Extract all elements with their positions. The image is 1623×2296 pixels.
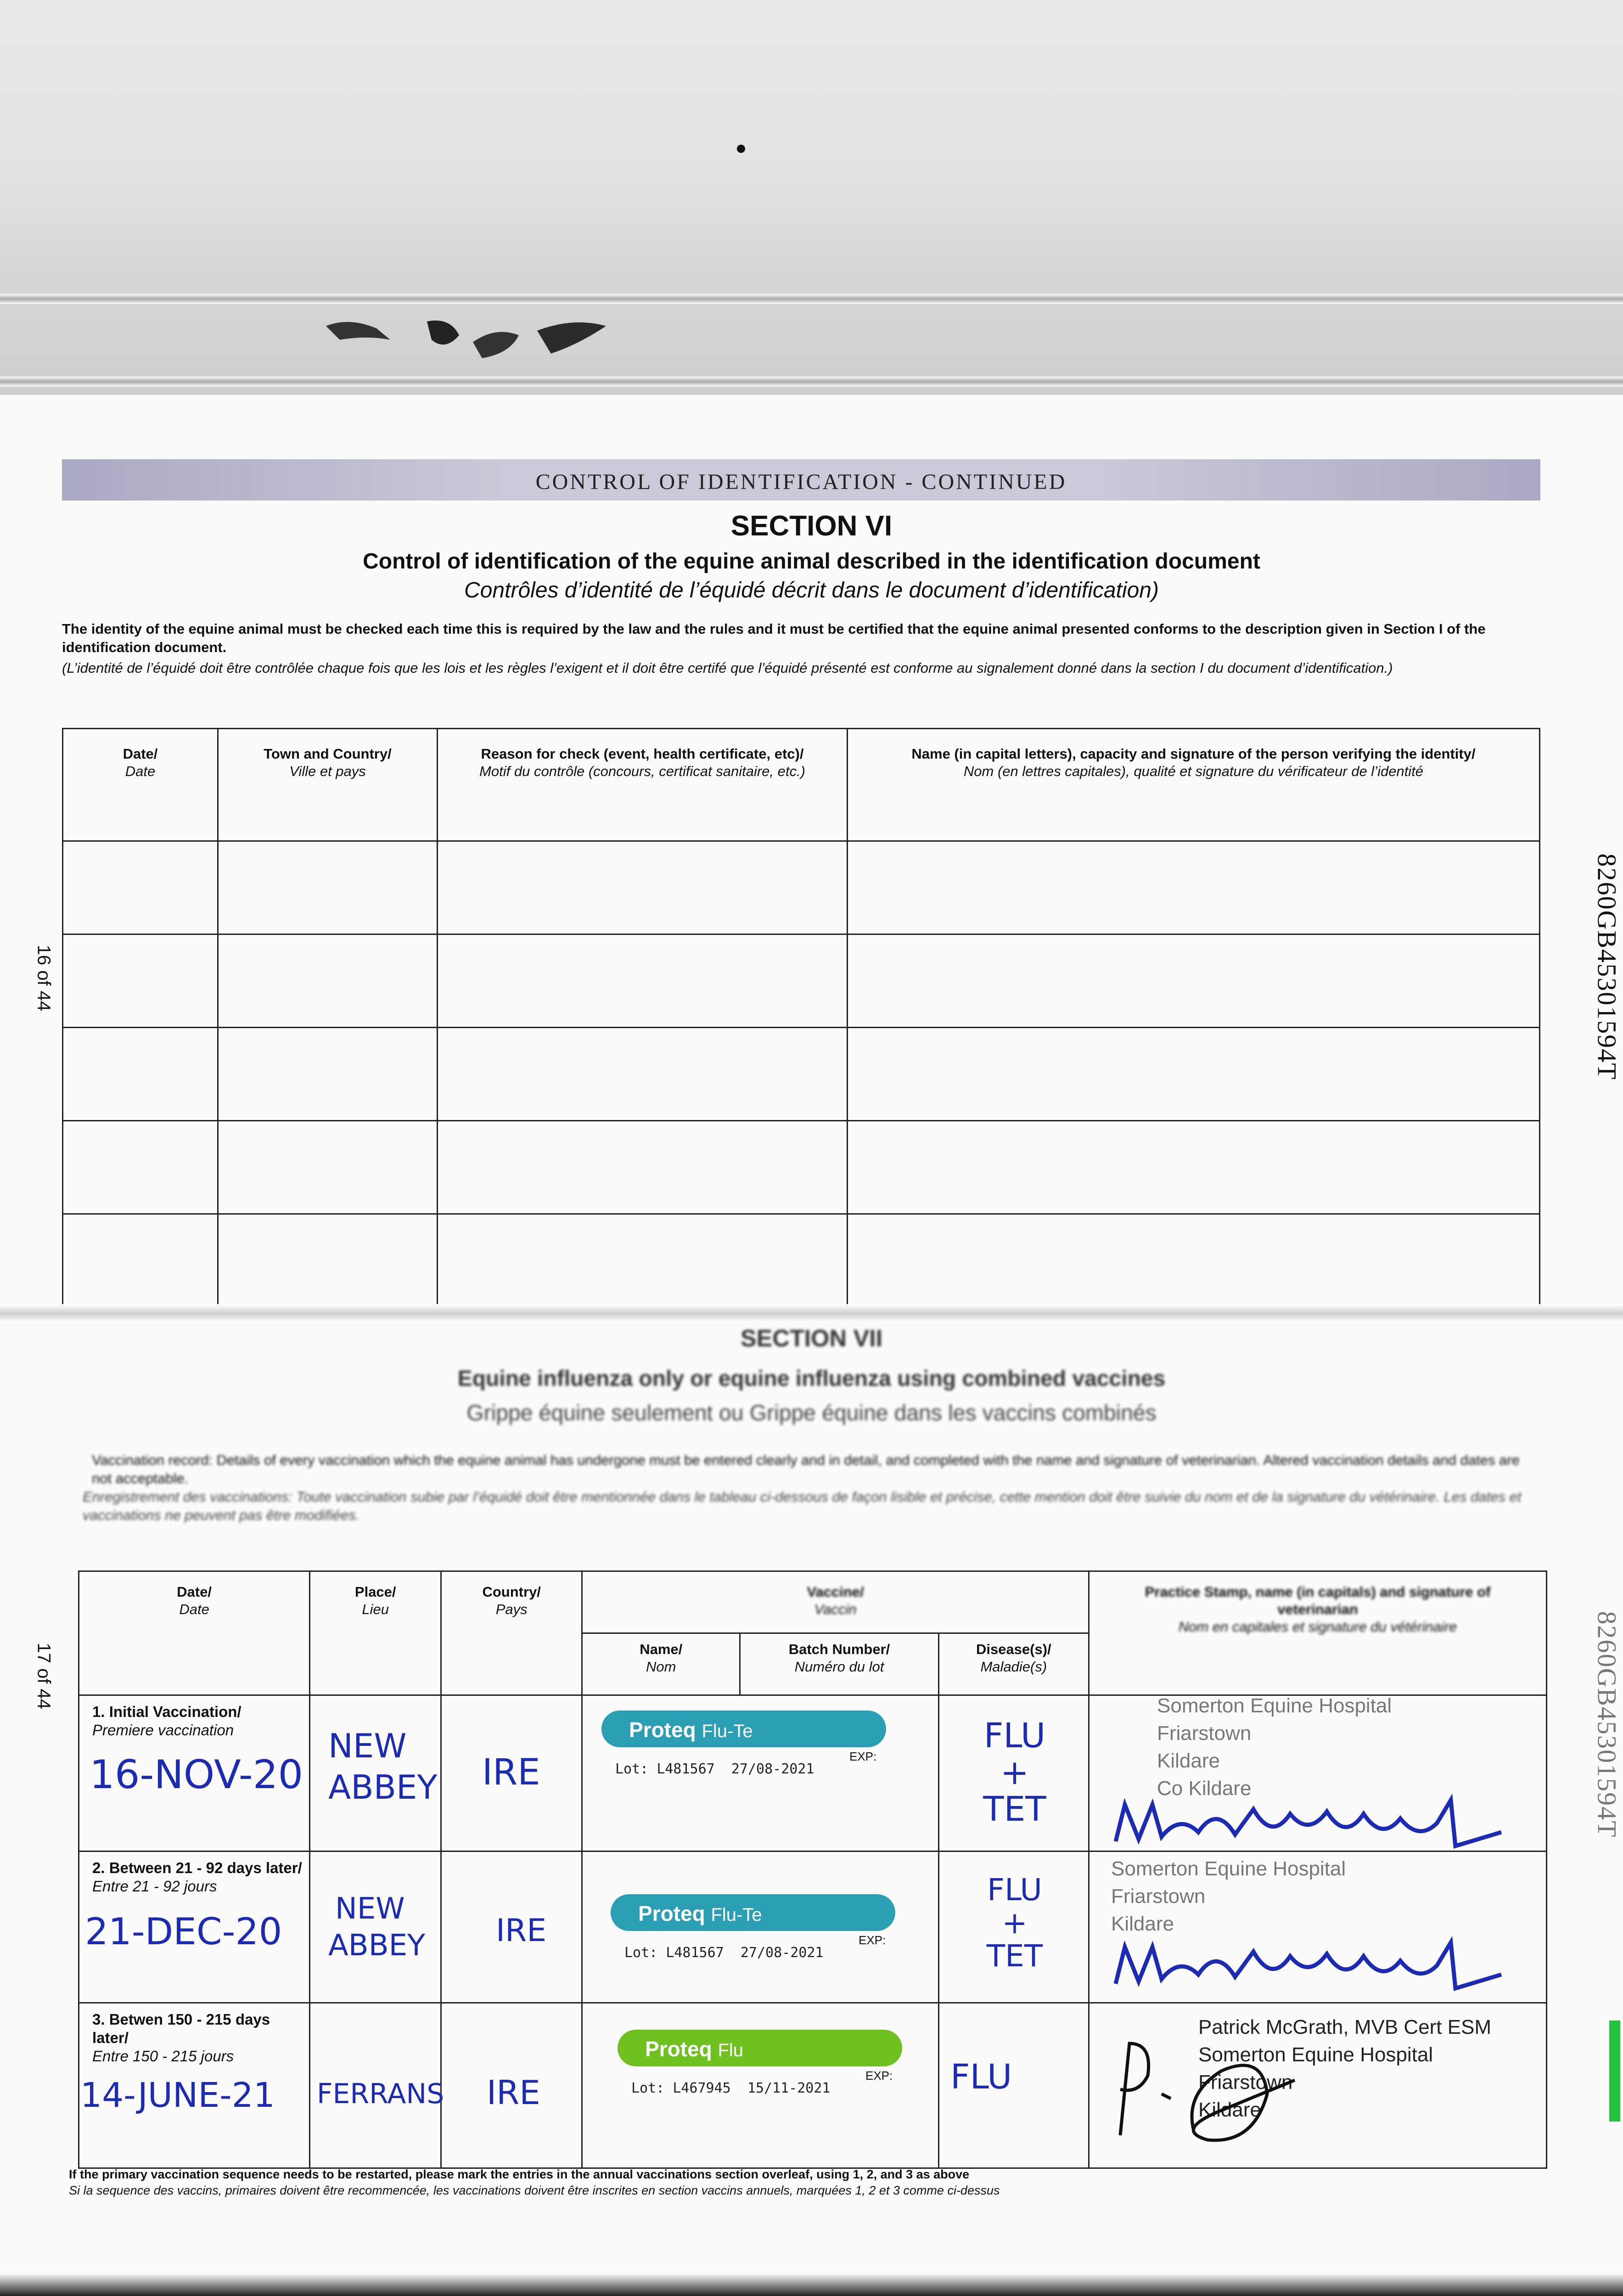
row-label: 2. Between 21 - 92 days later/ Entre 21 - 92 jours [79, 1851, 310, 2003]
section-title: SECTION VI [730, 510, 893, 542]
vaccination-header-row [79, 1571, 1547, 1633]
section-subtitle-fr: Contrôles d’identité de l’équidé décrit dans le document d’identification) [464, 578, 1159, 602]
country-handwritten: IRE [496, 1913, 547, 1949]
table-row [63, 934, 1540, 1028]
scanner-edge [0, 2273, 1623, 2296]
table-row [63, 841, 1540, 934]
row-label: 3. Betwen 150 - 215 days later/ Entre 150 - 215 jours [79, 2003, 310, 2168]
identity-check-table [62, 728, 1540, 1308]
page-edge [0, 377, 1623, 387]
vaccination-subtitle: Equine influenza only or equine influenza using combined vaccines [457, 1367, 1166, 1391]
header-reason: Reason for check (event, health certificate, etc)/ Motif du contrôle (concours, certificat sanitaire, etc.) [438, 729, 848, 841]
vaccine-label-sticker [618, 2030, 902, 2117]
page-fold [0, 1304, 1623, 1322]
table-row [63, 1028, 1540, 1121]
row-label: 1. Initial Vaccination/ Premiere vaccination [79, 1695, 310, 1851]
page-edge [0, 294, 1623, 304]
header-vaccine: Vaccine/ Vaccin [582, 1571, 1089, 1633]
vet-stamp: Somerton Equine Hospital Friarstown Kildare [1111, 1857, 1346, 1935]
scan-speck [737, 145, 745, 153]
vaccine-brand: Proteq Flu-Te [638, 1902, 762, 1925]
header-country: Country/ Pays [441, 1571, 582, 1695]
vet-stamp: Patrick McGrath, MVB Cert ESM Somerton Equine Hospital Friarstown Kildare [1198, 2016, 1492, 2121]
vaccination-subtitle-fr: Grippe équine seulement ou Grippe équine dans les vaccins combinés [466, 1401, 1157, 1425]
footnote-fr: Si la sequence des vaccins, primaires doivent être recommencée, les vaccinations doivent être inscrites en section vaccins annuels, marquées 1, 2 et 3 comme ci-dessus [69, 2183, 1000, 2197]
scan-smudge [321, 308, 615, 363]
vaccine-label-sticker [611, 1894, 895, 1981]
header-place: Place/ Lieu [310, 1571, 441, 1695]
header-verifier: Name (in capital letters), capacity and signature of the person verifying the identity/ Nom (en lettres capitales), qualité et signature du vérificateur de l’identité [848, 729, 1540, 841]
place-handwritten: ABBEY [328, 1929, 426, 1963]
table-row [63, 1214, 1540, 1307]
table-row [63, 1121, 1540, 1214]
scanner-background [0, 0, 1623, 395]
vaccine-brand: Proteq Flu-Te [629, 1718, 753, 1742]
place-handwritten: NEW [335, 1892, 405, 1926]
table-header-row [63, 729, 1540, 841]
vet-signature [1106, 1786, 1511, 1855]
vaccine-lot: Lot: L481567 27/08-2021 [615, 1761, 814, 1777]
vet-signature [1102, 2025, 1341, 2154]
place-handwritten: ABBEY [328, 1768, 438, 1806]
country-handwritten: IRE [487, 2073, 540, 2112]
disease-handwritten: FLU + TET [986, 1872, 1043, 1974]
vaccination-section-title: SECTION VII [740, 1325, 883, 1352]
vaccination-intro: Vaccination record: Details of every vaccination which the equine animal has undergone must be entered clearly and in detail, and completed with the name and signature of veterinarian. Altered vaccination details and dates are not acceptable. [92, 1452, 1520, 1486]
header-town: Town and Country/ Ville et pays [218, 729, 438, 841]
vaccine-exp-label: EXP: [849, 1750, 877, 1763]
page-number-bottom: 17 of 44 [34, 1643, 54, 1710]
header-date: Date/ Date [63, 729, 218, 841]
date-handwritten: 14-JUNE-21 [80, 2076, 275, 2115]
disease-handwritten: FLU [950, 2057, 1012, 2097]
vaccination-intro-fr: Enregistrement des vaccinations: Toute vaccination subie par l’équidé doit être mentionnée dans le tableau ci-dessous de façon lisible et précise, cette mention doit être suivie du nom et de la signature du vétérinaire. Les dates et vaccinations ne peuvent pas être modifiées. [83, 1489, 1522, 1523]
passport-number-faded: 8260GB45301594T [1592, 1611, 1622, 1838]
disease-handwritten: FLU + TET [983, 1716, 1046, 1829]
banner-title: CONTROL OF IDENTIFICATION - CONTINUED [62, 459, 1540, 501]
vaccine-lot: Lot: L481567 27/08-2021 [624, 1945, 824, 1961]
header-batch: Batch Number/ Numéro du lot [740, 1633, 938, 1695]
vaccine-brand: Proteq Flu [645, 2037, 744, 2061]
vet-signature [1106, 1929, 1511, 1998]
section-subtitle: Control of identification of the equine animal described in the identification document [363, 549, 1260, 574]
passport-number: 8260GB45301594T [1592, 853, 1622, 1080]
intro-text-fr: (L’identité de l’équidé doit être contrôlée chaque fois que les lois et les règles l’exigent et il doit être certifé que l’équidé présenté est conforme au signalement donné dans la section I du document d’identification.) [62, 660, 1393, 676]
page-number-top: 16 of 44 [34, 945, 54, 1012]
country-handwritten: IRE [482, 1752, 540, 1793]
vet-stamp: Somerton Equine Hospital Friarstown Kildare Co Kildare [1157, 1694, 1392, 1800]
date-handwritten: 16-NOV-20 [90, 1752, 303, 1798]
intro-text: The identity of the equine animal must be checked each time this is required by the law and the rules and it must be certified that the equine animal presented conforms to the description given in Section I of the identification document. [62, 621, 1486, 655]
place-handwritten: FERRANS [317, 2078, 444, 2110]
header-vaccine-name: Name/ Nom [582, 1633, 740, 1695]
vaccine-label-sticker [601, 1711, 886, 1798]
header-disease: Disease(s)/ Maladie(s) [938, 1633, 1089, 1695]
place-handwritten: NEW [328, 1727, 407, 1765]
vaccine-exp-label: EXP: [859, 1933, 886, 1947]
date-handwritten: 21-DEC-20 [85, 1910, 282, 1953]
vaccine-exp-label: EXP: [865, 2069, 893, 2082]
vaccine-lot: Lot: L467945 15/11-2021 [631, 2080, 831, 2096]
header-stamp: Practice Stamp, name (in capitals) and signature of veterinarian Nom en capitales et signature du vétérinaire [1089, 1571, 1546, 1695]
header-date: Date/ Date [79, 1571, 310, 1695]
tab-marker [1609, 2020, 1620, 2122]
footnote: If the primary vaccination sequence needs to be restarted, please mark the entries in the annual vaccinations section overleaf, using 1, 2, and 3 as above [69, 2167, 970, 2181]
